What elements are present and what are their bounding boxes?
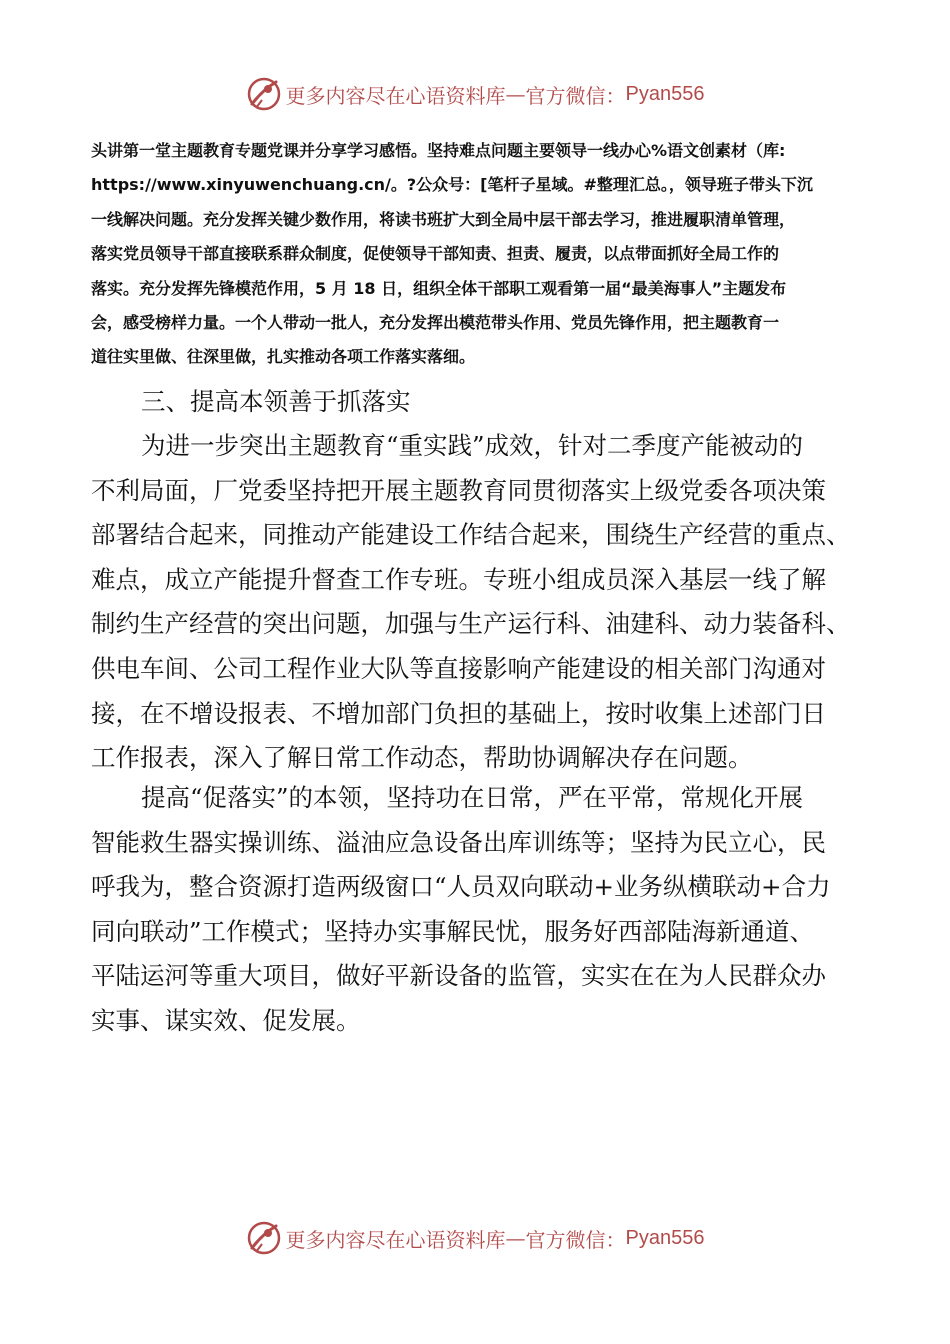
paragraph-line: 提高“促落实”的本领，坚持功在日常，严在平常，常规化开展: [141, 783, 804, 812]
paragraph-line: 为进一步突出主题教育“重实践”成效，针对二季度产能被动的: [141, 431, 804, 460]
section-heading: 三、提高本领善于抓落实: [141, 387, 411, 416]
banner-slogan: 更多内容尽在心语资料库: [285, 1227, 506, 1252]
paragraph-line: 实事、谋实效、促发展。: [91, 1005, 361, 1035]
paragraph-line: 平陆运河等重大项目，做好平新设备的监管，实实在在为人民群众办: [91, 961, 826, 991]
bold-paragraph: [91, 134, 866, 375]
bold-paragraph-line: 落实党员领导干部直接联系群众制度，促使领导干部知责、担责、履责，以点带面抓好全局工作的: [91, 244, 780, 264]
paragraph-line: 供电车间、公司工程作业大队等直接影响产能建设的相关部门沟通对: [91, 653, 826, 683]
banner-dash: —: [505, 82, 526, 106]
footer-banner: [0, 1216, 950, 1260]
bold-paragraph-line: https://www.xinyuwenchuang.cn/。?公众号：[笔杆子星域。#整理汇总。，领导班子带头下沉: [91, 175, 813, 195]
paragraph-1: [91, 424, 866, 781]
banner-wechat-id: Pyan556: [625, 1226, 705, 1249]
bold-paragraph-line: 一线解决问题。充分发挥关键少数作用，将读书班扩大到全局中层干部去学习，推进履职清单管理，: [91, 209, 796, 229]
header-banner: [0, 72, 950, 116]
banner-wechat-label: 官方微信：: [525, 83, 626, 108]
banner-wechat-id: Pyan556: [625, 82, 705, 105]
bold-paragraph-line: 头讲第一堂主题教育专题党课并分享学习感悟。坚持难点问题主要领导一线办心%语文创素材（库:: [91, 141, 786, 160]
brand-logo-icon: [246, 74, 282, 114]
banner-slogan: 更多内容尽在心语资料库: [285, 83, 506, 108]
paragraph-line: 部署结合起来，同推动产能建设工作结合起来，围绕生产经营的重点、: [91, 520, 851, 550]
banner-dash: —: [505, 1226, 526, 1250]
banner-wechat-label: 官方微信：: [525, 1227, 626, 1252]
bold-paragraph-line: 会，感受榜样力量。一个人带动一批人，充分发挥出模范带头作用、党员先锋作用，把主题教育一: [91, 313, 780, 333]
paragraph-line: 同向联动”工作模式；坚持办实事解民忧，服务好西部陆海新通道、: [91, 916, 815, 946]
paragraph-line: 难点，成立产能提升督查工作专班。专班小组成员深入基层一线了解: [91, 564, 826, 594]
bold-paragraph-line: 道往实里做、往深里做，扎实推动各项工作落实落细。: [91, 347, 476, 367]
paragraph-2: [91, 776, 866, 1044]
paragraph-line: 接，在不增设报表、不增加部门负担的基础上，按时收集上述部门日: [91, 698, 826, 728]
paragraph-line: 不利局面，厂党委坚持把开展主题教育同贯彻落实上级党委各项决策: [91, 475, 826, 505]
bold-paragraph-line: 落实。充分发挥先锋模范作用，5 月 18 日，组织全体干部职工观看第一届“最美海事人”主题发布: [91, 278, 787, 298]
paragraph-line: 工作报表，深入了解日常工作动态，帮助协调解决存在问题。: [91, 743, 753, 773]
paragraph-line: 智能救生器实操训练、溢油应急设备出库训练等；坚持为民立心，民: [91, 827, 826, 857]
paragraph-line: 呼我为，整合资源打造两级窗口“人员双向联动+业务纵横联动+合力: [91, 872, 831, 902]
brand-logo-icon: [246, 1218, 282, 1258]
paragraph-line: 制约生产经营的突出问题，加强与生产运行科、油建科、动力装备科、: [91, 609, 851, 639]
